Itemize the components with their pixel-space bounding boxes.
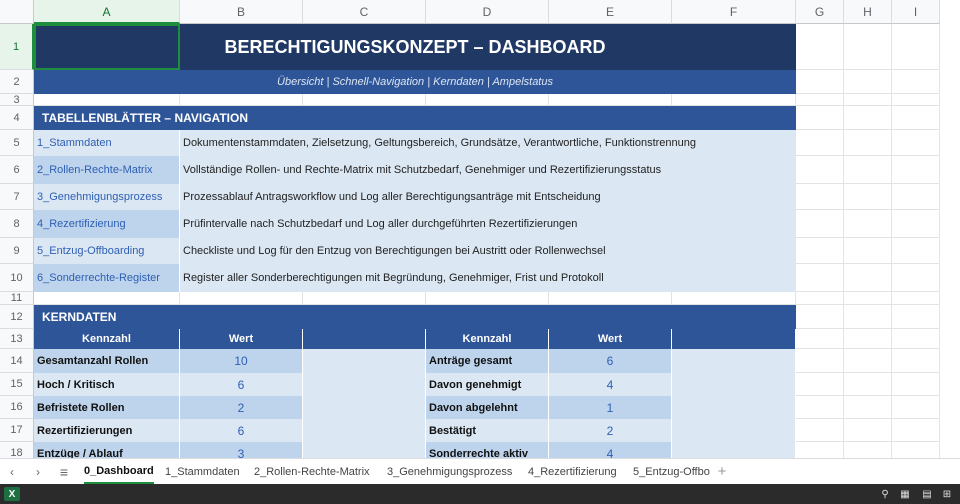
row-header-11[interactable]: 11: [0, 292, 34, 305]
grid-cell[interactable]: [844, 70, 892, 94]
kpi-value-rezertifizierungen[interactable]: 6: [180, 419, 303, 442]
nav-link-genehmigungsprozess[interactable]: 3_Genehmigungsprozess: [34, 184, 180, 210]
navigation-section-heading[interactable]: TABELLENBLÄTTER – NAVIGATION: [34, 106, 796, 130]
grid-cell[interactable]: [892, 396, 940, 419]
grid-cell[interactable]: [796, 264, 844, 292]
grid-cell[interactable]: [34, 94, 180, 106]
grid-cell[interactable]: [892, 349, 940, 373]
kpi-value-bestaetigt[interactable]: 2: [549, 419, 672, 442]
grid-cell[interactable]: [892, 442, 940, 458]
grid-cell[interactable]: [844, 349, 892, 373]
column-header-a[interactable]: A: [34, 0, 180, 24]
grid-cell[interactable]: [796, 292, 844, 305]
row-header-14[interactable]: 14: [0, 349, 34, 373]
row-header-15[interactable]: 15: [0, 373, 34, 396]
row-header-10[interactable]: 10: [0, 264, 34, 292]
grid-cell[interactable]: [892, 292, 940, 305]
nav-link-rezertifizierung[interactable]: 4_Rezertifizierung: [34, 210, 180, 238]
kpi-label-entzuege-ablauf[interactable]: Entzüge / Ablauf: [34, 442, 180, 458]
kpi-spacer-cell[interactable]: [303, 396, 426, 419]
kpi-label-davon-genehmigt[interactable]: Davon genehmigt: [426, 373, 549, 396]
dashboard-subtitle[interactable]: Übersicht | Schnell-Navigation | Kerndaten | Ampelstatus: [34, 70, 796, 94]
grid-cell[interactable]: [34, 292, 180, 305]
kerndaten-right-kennzahl-header[interactable]: Kennzahl: [426, 329, 549, 349]
kpi-end-cell[interactable]: [672, 442, 796, 458]
grid-cell[interactable]: [303, 292, 426, 305]
grid-cell[interactable]: [844, 292, 892, 305]
row-header-6[interactable]: 6: [0, 156, 34, 184]
grid-cell[interactable]: [796, 94, 844, 106]
grid-cell[interactable]: [672, 94, 796, 106]
page-layout-icon[interactable]: ▤: [922, 488, 932, 500]
kpi-value-antraege-gesamt[interactable]: 6: [549, 349, 672, 373]
sheet-tab-entzug-offboarding[interactable]: 5_Entzug-Offbo: [633, 465, 710, 478]
kpi-spacer-cell[interactable]: [303, 373, 426, 396]
nav-link-rollen-rechte-matrix[interactable]: 2_Rollen-Rechte-Matrix: [34, 156, 180, 184]
row-header-12[interactable]: 12: [0, 305, 34, 329]
grid-cell[interactable]: [892, 70, 940, 94]
grid-cell[interactable]: [892, 264, 940, 292]
grid-cell[interactable]: [796, 305, 844, 329]
nav-link-entzug-offboarding[interactable]: 5_Entzug-Offboarding: [34, 238, 180, 264]
kpi-label-rezertifizierungen[interactable]: Rezertifizierungen: [34, 419, 180, 442]
nav-desc-entzug-offboarding[interactable]: Checkliste und Log für den Entzug von Berechtigungen bei Austritt oder Rollenwechsel: [180, 238, 796, 264]
add-sheet-icon[interactable]: +: [717, 463, 727, 480]
grid-cell[interactable]: [892, 210, 940, 238]
grid-cell[interactable]: [892, 184, 940, 210]
row-header-3[interactable]: 3: [0, 94, 34, 106]
grid-cell[interactable]: [844, 106, 892, 130]
column-header-h[interactable]: H: [844, 0, 892, 24]
nav-desc-sonderrechte-register[interactable]: Register aller Sonderberechtigungen mit Begründung, Genehmiger, Frist und Protokoll: [180, 264, 796, 292]
grid-cell[interactable]: [796, 349, 844, 373]
grid-cell[interactable]: [844, 24, 892, 70]
tab-scroll-left-icon[interactable]: ‹: [10, 464, 14, 479]
grid-cell[interactable]: [892, 130, 940, 156]
grid-cell[interactable]: [844, 329, 892, 349]
kerndaten-end-header[interactable]: [672, 329, 796, 349]
row-header-17[interactable]: 17: [0, 419, 34, 442]
grid-cell[interactable]: [549, 292, 672, 305]
kpi-spacer-cell[interactable]: [303, 442, 426, 458]
kpi-value-hoch-kritisch[interactable]: 6: [180, 373, 303, 396]
kpi-label-befristete-rollen[interactable]: Befristete Rollen: [34, 396, 180, 419]
all-sheets-menu-icon[interactable]: ≡: [59, 463, 69, 480]
nav-link-sonderrechte-register[interactable]: 6_Sonderrechte-Register: [34, 264, 180, 292]
column-header-b[interactable]: B: [180, 0, 303, 24]
grid-cell[interactable]: [844, 305, 892, 329]
sheet-tab-rollen-rechte-matrix[interactable]: 2_Rollen-Rechte-Matrix: [254, 465, 370, 478]
row-header-1[interactable]: 1: [0, 24, 34, 70]
kpi-label-bestaetigt[interactable]: Bestätigt: [426, 419, 549, 442]
kpi-label-hoch-kritisch[interactable]: Hoch / Kritisch: [34, 373, 180, 396]
sheet-tab-dashboard[interactable]: 0_Dashboard: [84, 459, 154, 484]
grid-cell[interactable]: [844, 210, 892, 238]
grid-cell[interactable]: [844, 396, 892, 419]
sheet-view-icon[interactable]: ▦: [900, 488, 910, 500]
grid-cell[interactable]: [844, 442, 892, 458]
grid-cell[interactable]: [796, 156, 844, 184]
grid-cell[interactable]: [549, 94, 672, 106]
grid-cell[interactable]: [426, 292, 549, 305]
row-header-5[interactable]: 5: [0, 130, 34, 156]
select-all-corner[interactable]: [0, 0, 34, 24]
kerndaten-spacer-header[interactable]: [303, 329, 426, 349]
grid-cell[interactable]: [796, 24, 844, 70]
row-header-4[interactable]: 4: [0, 106, 34, 130]
kpi-value-gesamtanzahl-rollen[interactable]: 10: [180, 349, 303, 373]
kpi-label-sonderrechte-aktiv[interactable]: Sonderrechte aktiv: [426, 442, 549, 458]
kpi-value-davon-abgelehnt[interactable]: 1: [549, 396, 672, 419]
grid-cell[interactable]: [796, 130, 844, 156]
nav-desc-rollen-rechte-matrix[interactable]: Vollständige Rollen- und Rechte-Matrix mit Schutzbedarf, Genehmiger und Rezertifizierungsstatus: [180, 156, 796, 184]
row-header-13[interactable]: 13: [0, 329, 34, 349]
grid-cell[interactable]: [180, 94, 303, 106]
grid-cell[interactable]: [844, 419, 892, 442]
accessibility-icon[interactable]: ⚲: [881, 488, 889, 500]
grid-cell[interactable]: [892, 329, 940, 349]
grid-cell[interactable]: [796, 106, 844, 130]
kpi-spacer-cell[interactable]: [303, 349, 426, 373]
grid-cell[interactable]: [892, 305, 940, 329]
nav-desc-genehmigungsprozess[interactable]: Prozessablauf Antragsworkflow und Log aller Berechtigungsanträge mit Entscheidung: [180, 184, 796, 210]
grid-cell[interactable]: [796, 373, 844, 396]
grid-cell[interactable]: [796, 70, 844, 94]
grid-cell[interactable]: [844, 238, 892, 264]
column-header-f[interactable]: F: [672, 0, 796, 24]
grid-cell[interactable]: [796, 210, 844, 238]
kpi-end-cell[interactable]: [672, 373, 796, 396]
kpi-value-befristete-rollen[interactable]: 2: [180, 396, 303, 419]
grid-view-icon[interactable]: ⊞: [942, 488, 952, 500]
status-bar: [0, 484, 960, 504]
sheet-tab-rezertifizierung[interactable]: 4_Rezertifizierung: [528, 465, 617, 478]
kerndaten-left-kennzahl-header[interactable]: Kennzahl: [34, 329, 180, 349]
kpi-label-antraege-gesamt[interactable]: Anträge gesamt: [426, 349, 549, 373]
kpi-end-cell[interactable]: [672, 349, 796, 373]
row-header-8[interactable]: 8: [0, 210, 34, 238]
kpi-value-davon-genehmigt[interactable]: 4: [549, 373, 672, 396]
grid-cell[interactable]: [892, 24, 940, 70]
column-header-d[interactable]: D: [426, 0, 549, 24]
sheet-tab-genehmigungsprozess[interactable]: 3_Genehmigungsprozess: [387, 465, 513, 478]
sheet-tab-stammdaten[interactable]: 1_Stammdaten: [165, 465, 240, 478]
grid-cell[interactable]: [672, 292, 796, 305]
kpi-end-cell[interactable]: [672, 419, 796, 442]
grid-cell[interactable]: [892, 94, 940, 106]
tab-scroll-right-icon[interactable]: ›: [36, 464, 40, 479]
grid-cell[interactable]: [892, 419, 940, 442]
grid-cell[interactable]: [844, 264, 892, 292]
nav-desc-stammdaten[interactable]: Dokumentenstammdaten, Zielsetzung, Geltungsbereich, Grundsätze, Verantwortliche, Funktionstrennung: [180, 130, 796, 156]
dashboard-title[interactable]: BERECHTIGUNGSKONZEPT – DASHBOARD: [34, 24, 796, 70]
row-header-9[interactable]: 9: [0, 238, 34, 264]
column-header-i[interactable]: I: [892, 0, 940, 24]
grid-cell[interactable]: [844, 130, 892, 156]
row-header-18[interactable]: 18: [0, 442, 34, 458]
kpi-label-gesamtanzahl-rollen[interactable]: Gesamtanzahl Rollen: [34, 349, 180, 373]
excel-app-icon[interactable]: X: [4, 487, 20, 501]
grid-cell[interactable]: [796, 396, 844, 419]
kpi-spacer-cell[interactable]: [303, 419, 426, 442]
column-header-e[interactable]: E: [549, 0, 672, 24]
kerndaten-left-wert-header[interactable]: Wert: [180, 329, 303, 349]
grid-cell[interactable]: [796, 329, 844, 349]
grid-cell[interactable]: [892, 238, 940, 264]
grid-cell[interactable]: [844, 184, 892, 210]
grid-cell[interactable]: [796, 238, 844, 264]
grid-cell[interactable]: [892, 156, 940, 184]
grid-cell[interactable]: [844, 94, 892, 106]
grid-cell[interactable]: [892, 106, 940, 130]
grid-cell[interactable]: [180, 292, 303, 305]
sheet-tab-bar: [0, 458, 960, 484]
kpi-end-cell[interactable]: [672, 396, 796, 419]
kerndaten-right-wert-header[interactable]: Wert: [549, 329, 672, 349]
grid-cell[interactable]: [892, 373, 940, 396]
grid-cell[interactable]: [426, 94, 549, 106]
nav-link-stammdaten[interactable]: 1_Stammdaten: [34, 130, 180, 156]
kpi-value-sonderrechte-aktiv[interactable]: 4: [549, 442, 672, 458]
grid-cell[interactable]: [796, 419, 844, 442]
kpi-label-davon-abgelehnt[interactable]: Davon abgelehnt: [426, 396, 549, 419]
kpi-value-entzuege-ablauf[interactable]: 3: [180, 442, 303, 458]
row-header-16[interactable]: 16: [0, 396, 34, 419]
grid-cell[interactable]: [844, 156, 892, 184]
grid-cell[interactable]: [303, 94, 426, 106]
grid-cell[interactable]: [844, 373, 892, 396]
column-header-c[interactable]: C: [303, 0, 426, 24]
grid-cell[interactable]: [796, 184, 844, 210]
column-header-g[interactable]: G: [796, 0, 844, 24]
row-header-2[interactable]: 2: [0, 70, 34, 94]
nav-desc-rezertifizierung[interactable]: Prüfintervalle nach Schutzbedarf und Log aller durchgeführten Rezertifizierungen: [180, 210, 796, 238]
grid-cell[interactable]: [796, 442, 844, 458]
kerndaten-section-heading[interactable]: KERNDATEN: [34, 305, 796, 329]
row-header-7[interactable]: 7: [0, 184, 34, 210]
